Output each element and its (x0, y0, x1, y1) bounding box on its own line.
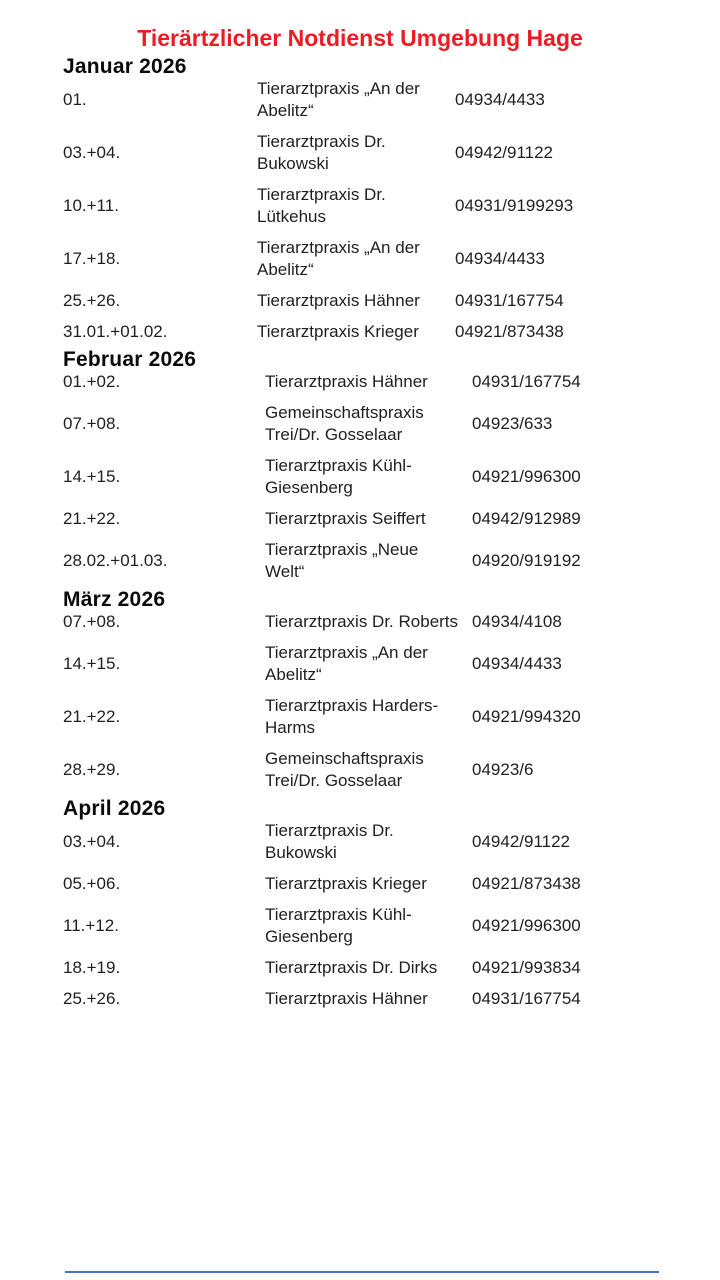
date-cell: 18.+19. (63, 958, 121, 977)
date-cell: 17.+18. (63, 249, 121, 268)
practice-cell: Tierarztpraxis Kühl-Giesenberg (265, 456, 412, 497)
page-bottom-rule (65, 1271, 659, 1273)
date-cell: 11.+12. (63, 916, 119, 935)
phone-cell: 04931/167754 (472, 989, 581, 1008)
schedule-row (63, 451, 655, 504)
date-cell: 03.+04. (63, 143, 121, 162)
schedule-row (63, 504, 655, 535)
practice-cell: Tierarztpraxis „An der Abelitz“ (257, 79, 420, 120)
date-cell: 05.+06. (63, 874, 121, 893)
phone-cell: 04931/167754 (472, 372, 581, 391)
phone-cell: 04934/4433 (472, 654, 562, 673)
practice-cell: Gemeinschaftspraxis Trei/Dr. Gosselaar (265, 403, 424, 444)
practice-cell: Tierarztpraxis Kühl-Giesenberg (265, 905, 412, 946)
date-cell: 25.+26. (63, 989, 121, 1008)
schedule-row (63, 398, 655, 451)
date-cell: 07.+08. (63, 612, 121, 631)
section-januar (63, 55, 720, 348)
phone-cell: 04923/633 (472, 414, 553, 433)
section-maerz (63, 588, 720, 797)
date-cell: 10.+11. (63, 196, 119, 215)
phone-cell: 04921/996300 (472, 916, 581, 935)
section-februar (63, 348, 720, 588)
schedule-row (63, 233, 655, 286)
practice-cell: Tierarztpraxis „An der Abelitz“ (265, 643, 428, 684)
practice-cell: Gemeinschaftspraxis Trei/Dr. Gosselaar (265, 749, 424, 790)
phone-cell: 04942/91122 (455, 143, 554, 162)
schedule-table-januar (63, 74, 655, 348)
phone-cell: 04934/4108 (472, 612, 562, 631)
schedule-row (63, 984, 655, 1015)
schedule-row (63, 286, 655, 317)
date-cell: 07.+08. (63, 414, 121, 433)
date-cell: 14.+15. (63, 467, 121, 486)
schedule-row (63, 744, 655, 797)
phone-cell: 04921/994320 (472, 707, 581, 726)
schedule-row (63, 367, 655, 398)
date-cell: 03.+04. (63, 832, 121, 851)
phone-cell: 04931/167754 (455, 291, 564, 310)
phone-cell: 04921/996300 (472, 467, 581, 486)
schedule-content (63, 55, 720, 1015)
practice-cell: Tierarztpraxis Dr. Bukowski (257, 132, 386, 173)
schedule-row (63, 691, 655, 744)
month-heading-februar: Februar 2026 (63, 348, 197, 371)
phone-cell: 04921/993834 (472, 958, 581, 977)
schedule-row (63, 127, 655, 180)
practice-cell: Tierarztpraxis „Neue Welt“ (265, 540, 419, 581)
page-title: Tierärtzlicher Notdienst Umgebung Hage (137, 25, 583, 51)
date-cell: 28.02.+01.03. (63, 551, 168, 570)
date-cell: 21.+22. (63, 509, 121, 528)
date-cell: 21.+22. (63, 707, 121, 726)
phone-cell: 04934/4433 (455, 90, 545, 109)
practice-cell: Tierarztpraxis Dr. Lütkehus (257, 185, 386, 226)
phone-cell: 04921/873438 (472, 874, 581, 893)
date-cell: 28.+29. (63, 760, 121, 779)
month-heading-maerz: März 2026 (63, 588, 166, 611)
practice-cell: Tierarztpraxis Krieger (265, 874, 427, 893)
schedule-row (63, 869, 655, 900)
practice-cell: Tierarztpraxis Seiffert (265, 509, 426, 528)
phone-cell: 04921/873438 (455, 322, 564, 341)
schedule-row (63, 180, 655, 233)
schedule-row (63, 317, 655, 348)
phone-cell: 04934/4433 (455, 249, 545, 268)
phone-cell: 04942/91122 (472, 832, 571, 851)
phone-cell: 04923/6 (472, 760, 534, 779)
schedule-row (63, 953, 655, 984)
date-cell: 01.+02. (63, 372, 121, 391)
practice-cell: Tierarztpraxis Hähner (265, 372, 428, 391)
date-cell: 14.+15. (63, 654, 121, 673)
schedule-row (63, 816, 655, 869)
practice-cell: Tierarztpraxis Dr. Bukowski (265, 821, 394, 862)
practice-cell: Tierarztpraxis Dr. Dirks (265, 958, 438, 977)
date-cell: 01. (63, 90, 87, 109)
date-cell: 25.+26. (63, 291, 121, 310)
practice-cell: Tierarztpraxis Hähner (257, 291, 420, 310)
month-heading-januar: Januar 2026 (63, 55, 187, 78)
practice-cell: Tierarztpraxis Krieger (257, 322, 419, 341)
phone-cell: 04931/9199293 (455, 196, 574, 215)
schedule-table-maerz (63, 607, 655, 797)
schedule-row (63, 535, 655, 588)
schedule-row (63, 638, 655, 691)
month-heading-april: April 2026 (63, 797, 166, 820)
practice-cell: Tierarztpraxis Dr. Roberts (265, 612, 459, 631)
phone-cell: 04920/919192 (472, 551, 581, 570)
schedule-table-februar (63, 367, 655, 588)
practice-cell: Tierarztpraxis Hähner (265, 989, 428, 1008)
practice-cell: Tierarztpraxis „An der Abelitz“ (257, 238, 420, 279)
schedule-table-april (63, 816, 655, 1015)
schedule-row (63, 900, 655, 953)
date-cell: 31.01.+01.02. (63, 322, 168, 341)
practice-cell: Tierarztpraxis Harders-Harms (265, 696, 439, 737)
schedule-row (63, 74, 655, 127)
schedule-row (63, 607, 655, 638)
section-april (63, 797, 720, 1015)
phone-cell: 04942/912989 (472, 509, 581, 528)
